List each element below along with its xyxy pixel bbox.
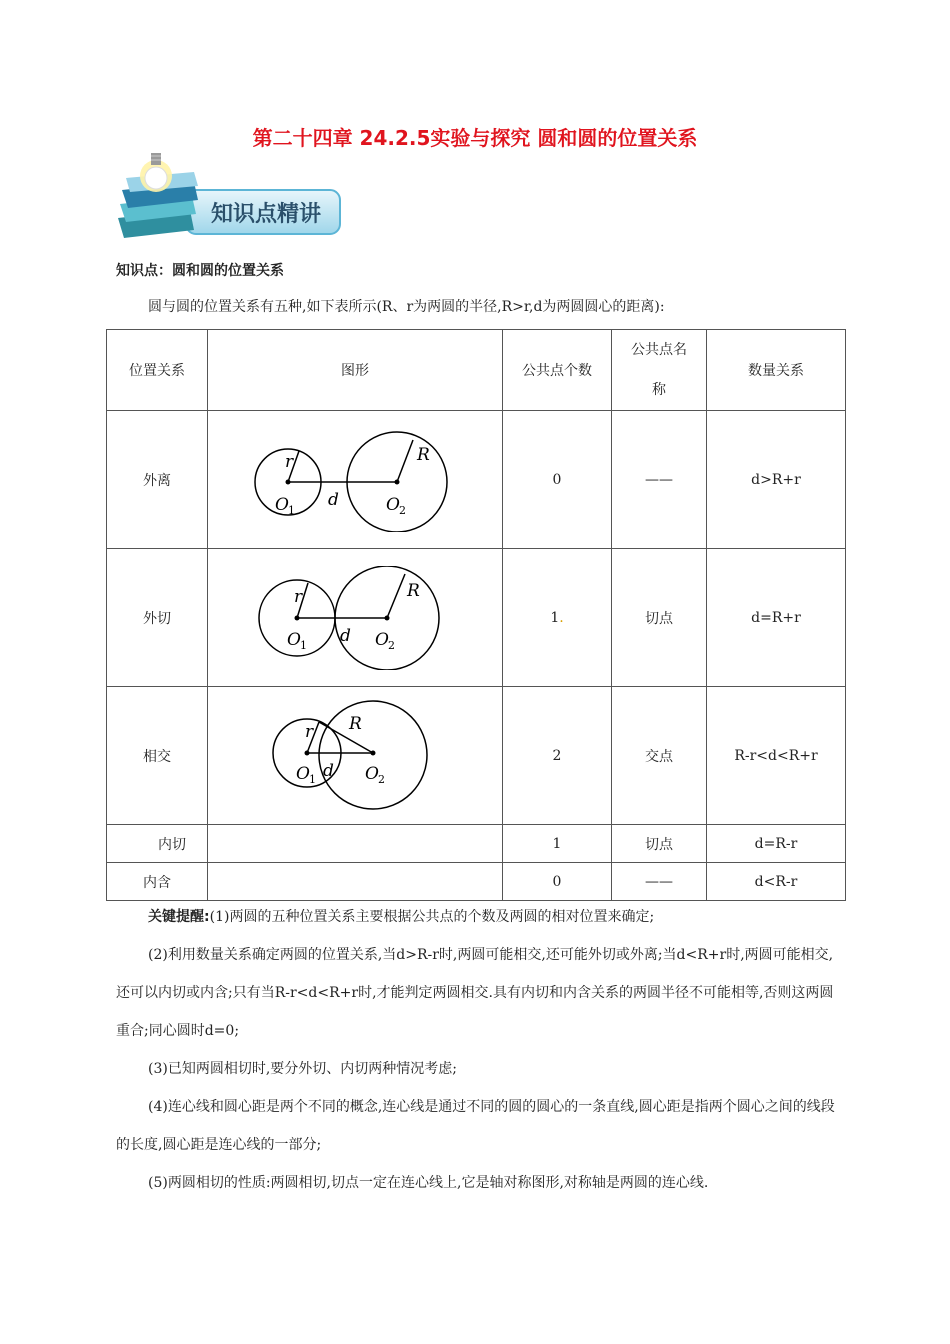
relation-cell: 相交 <box>107 687 208 825</box>
header-count: 公共点个数 <box>503 330 612 411</box>
svg-text:2: 2 <box>399 503 406 517</box>
figure-containing <box>208 863 503 901</box>
svg-text:2: 2 <box>388 638 395 652</box>
point-name-cell: 切点 <box>612 549 707 687</box>
table-row <box>107 411 846 549</box>
quantity-cell: d=R-r <box>707 825 846 863</box>
svg-text:1: 1 <box>288 503 295 517</box>
key-notes <box>116 898 846 1202</box>
relation-cell: 内切 <box>107 825 208 863</box>
relation-cell: 外切 <box>107 549 208 687</box>
svg-text:2: 2 <box>378 772 385 786</box>
table-row <box>107 825 846 863</box>
svg-text:O: O <box>375 629 389 650</box>
table-row <box>107 549 846 687</box>
quantity-cell: d>R+r <box>707 411 846 549</box>
svg-text:r: r <box>305 721 314 742</box>
figure-separate <box>208 411 503 549</box>
table-row <box>107 863 846 901</box>
point-name-cell: 交点 <box>612 687 707 825</box>
svg-text:O: O <box>287 629 301 650</box>
svg-text:R: R <box>417 444 430 465</box>
figure-internal-tangent <box>208 825 503 863</box>
svg-text:r: r <box>285 451 294 472</box>
relation-cell: 外离 <box>107 411 208 549</box>
figure-external-tangent <box>208 549 503 687</box>
svg-text:O: O <box>386 494 400 515</box>
svg-text:d: d <box>328 489 339 510</box>
quantity-cell: d<R-r <box>707 863 846 901</box>
svg-text:r: r <box>294 586 303 607</box>
svg-text:O: O <box>275 494 289 515</box>
point-name-cell: 切点 <box>612 825 707 863</box>
header-quantity: 数量关系 <box>707 330 846 411</box>
table-row <box>107 687 846 825</box>
header-relation: 位置关系 <box>107 330 208 411</box>
quantity-cell: d=R+r <box>707 549 846 687</box>
count-cell: 0 <box>503 863 612 901</box>
count-cell: 0 <box>503 411 612 549</box>
count-cell: 1. <box>503 549 612 687</box>
point-name-cell: —— <box>612 863 707 901</box>
point-name-cell: —— <box>612 411 707 549</box>
header-point-name: 公共点名 称 <box>612 330 707 411</box>
svg-text:R: R <box>407 580 420 601</box>
intro-text: 圆与圆的位置关系有五种,如下表所示(R、r为两圆的半径,R>r,d为两圆圆心的距离): <box>148 299 665 315</box>
knowledge-banner <box>112 148 344 244</box>
key-label: 关键提醒: <box>148 909 210 925</box>
header-figure: 图形 <box>208 330 503 411</box>
svg-text:O: O <box>365 763 379 784</box>
note-2: (2)利用数量关系确定两圆的位置关系,当d>R-r时,两圆可能相交,还可能外切或外离;当d<R+r时,两圆可能相交,还可以内切或内含;只有当R-r<d<R+r时,才能判定两圆相交.具有内切和内含关系的两圆半径不可能相等,否则这两圆重合;同心圆时d=0; <box>116 947 834 1039</box>
svg-text:d: d <box>323 760 334 781</box>
page-title: 第二十四章 24.2.5实验与探究 圆和圆的位置关系 <box>252 126 698 150</box>
note-4: (4)连心线和圆心距是两个不同的概念,连心线是通过不同的圆的圆心的一条直线,圆心距是指两个圆心之间的线段的长度,圆心距是连心线的一部分; <box>116 1099 835 1153</box>
circle-relation-table <box>106 329 846 901</box>
figure-intersecting <box>208 687 503 825</box>
section-heading: 知识点：圆和圆的位置关系 <box>116 263 284 279</box>
svg-text:O: O <box>296 763 310 784</box>
note-1: 关键提醒:(1)两圆的五种位置关系主要根据公共点的个数及两圆的相对位置来确定; <box>148 909 655 925</box>
svg-text:R: R <box>349 713 362 734</box>
count-cell: 1 <box>503 825 612 863</box>
note-5: (5)两圆相切的性质:两圆相切,切点一定在连心线上,它是轴对称图形,对称轴是两圆的连心线. <box>148 1175 709 1191</box>
table-header-row <box>107 330 846 411</box>
svg-text:知识点精讲: 知识点精讲 <box>210 202 322 227</box>
note-3: (3)已知两圆相切时,要分外切、内切两种情况考虑; <box>148 1061 457 1077</box>
svg-text:d: d <box>340 625 351 646</box>
lightbulb-icon <box>140 153 172 192</box>
count-cell: 2 <box>503 687 612 825</box>
svg-text:1: 1 <box>309 772 316 786</box>
svg-text:1: 1 <box>300 638 307 652</box>
quantity-cell: R-r<d<R+r <box>707 687 846 825</box>
relation-cell: 内含 <box>107 863 208 901</box>
